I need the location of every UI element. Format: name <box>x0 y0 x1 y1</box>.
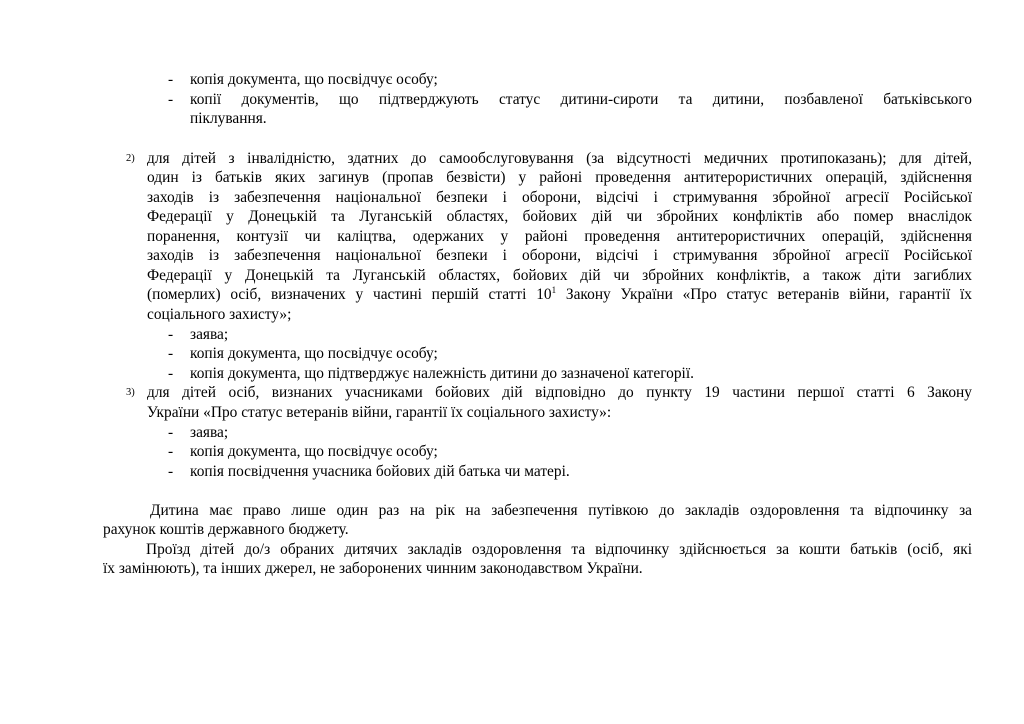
paragraph-line: заходів із забезпечення національної безпеки і оборони, відсічі і стримування збройної агресії Російської <box>147 247 972 264</box>
paragraph-line: Дитина має право лише один раз на рік на забезпечення путівкою до закладів оздоровлення та відпочинку за <box>150 502 972 519</box>
list-bullet: - <box>168 424 174 441</box>
list-bullet: - <box>168 345 174 362</box>
paragraph-line: Проїзд дітей до/з обраних дитячих закладів оздоровлення та відпочинку здійснюється за кошти батьків (осіб, які <box>146 541 972 558</box>
list-bullet: - <box>168 463 174 480</box>
paragraph-line <box>147 285 972 305</box>
paragraph-line: один із батьків яких загинув (пропав безвісти) у районі проведення антитерористичних операцій, здійснення <box>147 169 972 186</box>
paragraph-line: поранення, контузії чи каліцтва, одержаних у районі проведення антитерористичних операцій, здійснення <box>147 228 972 245</box>
text-run: (померлих) осіб, визначених у частині першій статті 10 <box>147 286 552 303</box>
list-bullet: - <box>168 365 174 382</box>
paragraph-line: заходів із забезпечення національної безпеки і оборони, відсічі і стримування збройної агресії Російської <box>147 189 972 206</box>
paragraph-line: соціального захисту»; <box>147 306 292 323</box>
text-run: Закону України «Про статус ветеранів війни, гарантії їх <box>556 286 972 303</box>
list-item-continuation: піклування. <box>190 110 267 127</box>
list-item: копія документа, що підтверджує належність дитини до зазначеної категорії. <box>190 365 694 382</box>
list-bullet: - <box>168 326 174 343</box>
paragraph-line: їх замінюють), та інших джерел, не заборонених чинним законодавством України. <box>103 560 643 577</box>
paragraph-line: Федерації у Донецькій та Луганській областях, бойових дій чи збройних конфліктів, а також діти загиблих <box>147 267 972 284</box>
paragraph-line: для дітей з інвалідністю, здатних до самообслуговування (за відсутності медичних протипоказань); для дітей, <box>147 150 972 167</box>
paragraph-line: України «Про статус ветеранів війни, гарантії їх соціального захисту»: <box>147 404 612 421</box>
list-item: заява; <box>190 326 229 343</box>
list-item: копія посвідчення учасника бойових дій батька чи матері. <box>190 463 570 480</box>
paragraph-line: для дітей осіб, визнаних учасниками бойових дій відповідно до пункту 19 частини першої статті 6 Закону <box>147 384 972 401</box>
paragraph-line: рахунок коштів державного бюджету. <box>103 521 349 538</box>
list-bullet: - <box>168 443 174 460</box>
list-item: копія документа, що посвідчує особу; <box>190 71 438 88</box>
list-item: копія документа, що посвідчує особу; <box>190 345 438 362</box>
list-item: заява; <box>190 424 229 441</box>
list-number: 3) <box>126 387 135 398</box>
list-number: 2) <box>126 153 135 164</box>
list-bullet: - <box>168 71 174 88</box>
list-item: копії документів, що підтверджують статус дитини-сироти та дитини, позбавленої батьківського <box>190 91 972 108</box>
paragraph-line: Федерації у Донецькій та Луганській областях, бойових дій чи збройних конфліктів або помер внаслідок <box>147 208 972 225</box>
superscript: 1 <box>551 285 557 295</box>
list-bullet: - <box>168 91 174 108</box>
list-item: копія документа, що посвідчує особу; <box>190 443 438 460</box>
